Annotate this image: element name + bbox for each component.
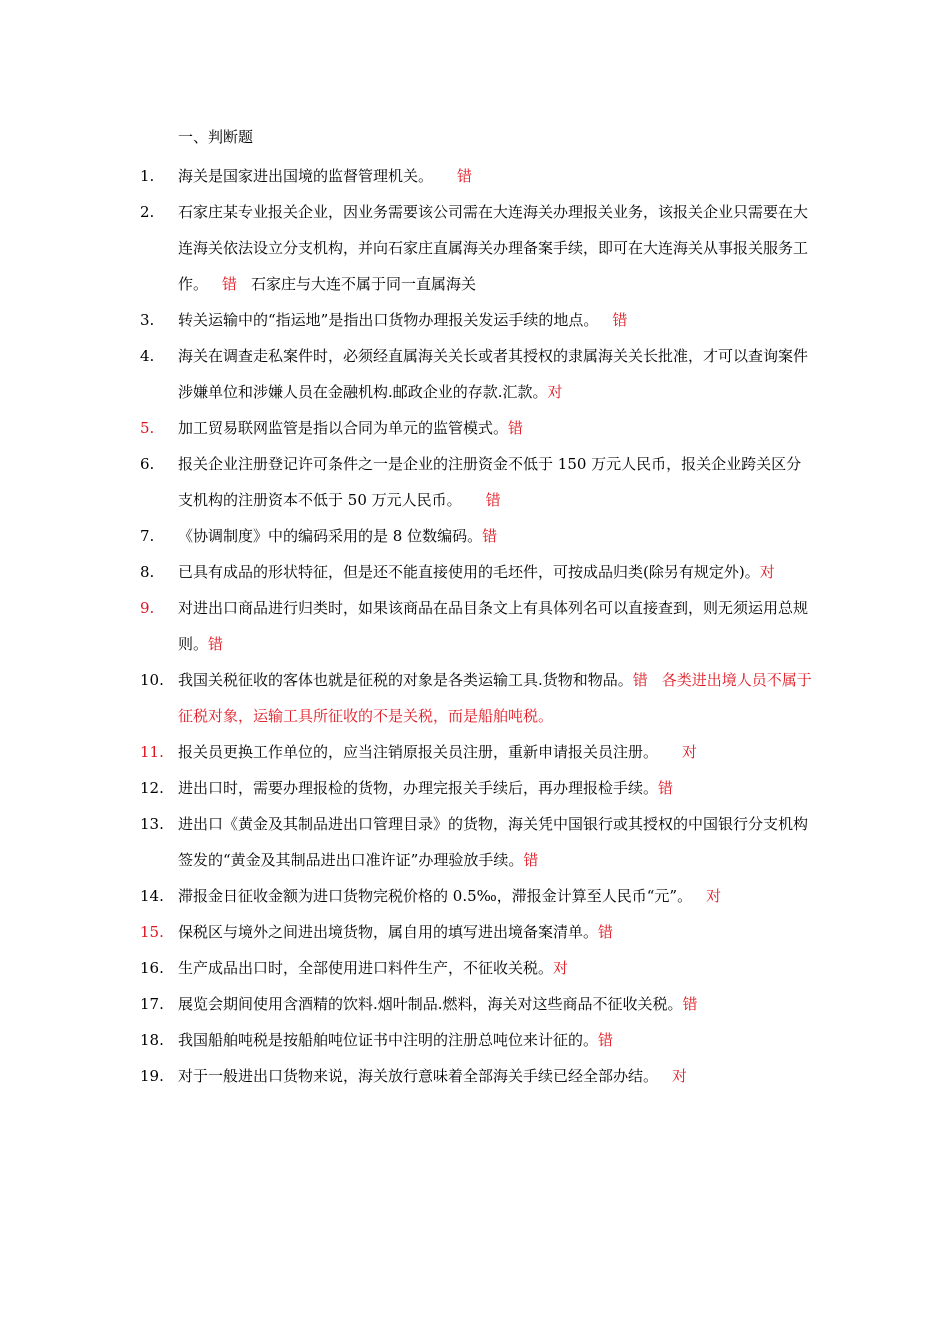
list-item [140,1058,812,1094]
item-answer: 对 [547,383,563,401]
item-note: 各类进出境人员不属于征税对象，运输工具所征收的不是关税，而是船舶吨税。 [178,671,812,725]
item-number: 15. [140,923,164,941]
item-number: 5. [140,419,155,437]
item-text: 进出口时，需要办理报检的货物，办理完报关手续后，再办理报检手续。 [178,779,659,797]
item-answer: 错 [682,995,698,1013]
item-answer: 对 [672,1067,688,1085]
item-text: 生产成品出口时，全部使用进口料件生产，不征收关税。 [178,959,554,977]
item-text: 转关运输中的“指运地”是指出口货物办理报关发运手续的地点。 [178,311,599,329]
item-text: 报关员更换工作单位的，应当注销原报关员注册，重新申请报关员注册。 [178,743,659,761]
item-answer: 对 [553,959,569,977]
list-item [140,914,812,950]
item-number: 12. [140,779,164,797]
item-number: 18. [140,1031,164,1049]
item-answer: 对 [706,887,722,905]
item-answer: 错 [632,671,648,689]
item-number: 14. [140,887,164,905]
item-answer: 错 [658,779,674,797]
item-number: 9. [140,599,155,617]
item-text: 对于一般进出口货物来说，海关放行意味着全部海关手续已经全部办结。 [178,1067,659,1085]
list-item [140,806,812,878]
item-number: 1. [140,167,155,185]
item-number: 11. [140,743,164,761]
list-item [140,878,812,914]
item-text: 《协调制度》中的编码采用的是 8 位数编码。 [178,527,483,545]
item-number: 2. [140,203,155,221]
item-number: 6. [140,455,155,473]
item-answer: 错 [482,527,498,545]
item-text: 对进出口商品进行归类时，如果该商品在品目条文上有具体列名可以直接查到，则无须运用总规则。 [178,599,809,653]
list-item [140,518,812,554]
item-text: 海关在调查走私案件时，必须经直属海关关长或者其授权的隶属海关关长批准，才可以查询案件涉嫌单位和涉嫌人员在金融机构.邮政企业的存款.汇款。 [178,347,809,401]
list-item [140,1022,812,1058]
item-number: 17. [140,995,164,1013]
item-answer: 错 [598,923,614,941]
item-answer: 错 [508,419,524,437]
item-text: 我国关税征收的客体也就是征税的对象是各类运输工具.货物和物品。 [178,671,633,689]
item-text: 海关是国家进出国境的监督管理机关。 [178,167,434,185]
list-item [140,338,812,410]
list-item [140,770,812,806]
item-number: 13. [140,815,164,833]
list-item [140,986,812,1022]
list-item [140,662,812,734]
item-text: 我国船舶吨税是按船舶吨位证书中注明的注册总吨位来计征的。 [178,1031,599,1049]
item-answer: 错 [208,635,224,653]
item-number: 3. [140,311,155,329]
list-item [140,410,812,446]
item-answer: 错 [523,851,539,869]
item-number: 8. [140,563,155,581]
item-number: 16. [140,959,164,977]
item-text: 报关企业注册登记许可条件之一是企业的注册资金不低于 150 万元人民币，报关企业跨关区分支机构的注册资本不低于 50 万元人民币。 [178,455,802,509]
item-text: 进出口《黄金及其制品进出口管理目录》的货物，海关凭中国银行或其授权的中国银行分支机构签发的“黄金及其制品进出口准许证”办理验放手续。 [178,815,809,869]
item-answer: 错 [222,275,238,293]
list-item [140,446,812,518]
item-answer: 对 [682,743,698,761]
question-list [140,158,812,1094]
item-text: 已具有成品的形状特征，但是还不能直接使用的毛坯件，可按成品归类(除另有规定外)。 [178,563,760,581]
item-answer: 对 [759,563,775,581]
list-item [140,194,812,302]
list-item [140,554,812,590]
list-item [140,590,812,662]
item-text: 石家庄某专业报关企业，因业务需要该公司需在大连海关办理报关业务，该报关企业只需要在大连海关依法设立分支机构，并向石家庄直属海关办理备案手续，即可在大连海关从事报关服务工作。 [178,203,809,293]
item-answer: 错 [457,167,473,185]
list-item [140,950,812,986]
item-number: 7. [140,527,155,545]
item-text: 展览会期间使用含酒精的饮料.烟叶制品.燃料，海关对这些商品不征收关税。 [178,995,683,1013]
item-answer: 错 [485,491,501,509]
item-text: 滞报金日征收金额为进口货物完税价格的 0.5‰，滞报金计算至人民币“元”。 [178,887,693,905]
list-item [140,158,812,194]
item-number: 4. [140,347,155,365]
list-item [140,734,812,770]
item-answer: 错 [598,1031,614,1049]
item-text: 加工贸易联网监管是指以合同为单元的监管模式。 [178,419,509,437]
item-text: 保税区与境外之间进出境货物，属自用的填写进出境备案清单。 [178,923,599,941]
item-number: 19. [140,1067,164,1085]
item-note: 石家庄与大连不属于同一直属海关 [251,275,477,293]
item-answer: 错 [612,311,628,329]
list-item [140,302,812,338]
section-title: 一、判断题 [178,128,254,146]
item-number: 10. [140,671,164,689]
